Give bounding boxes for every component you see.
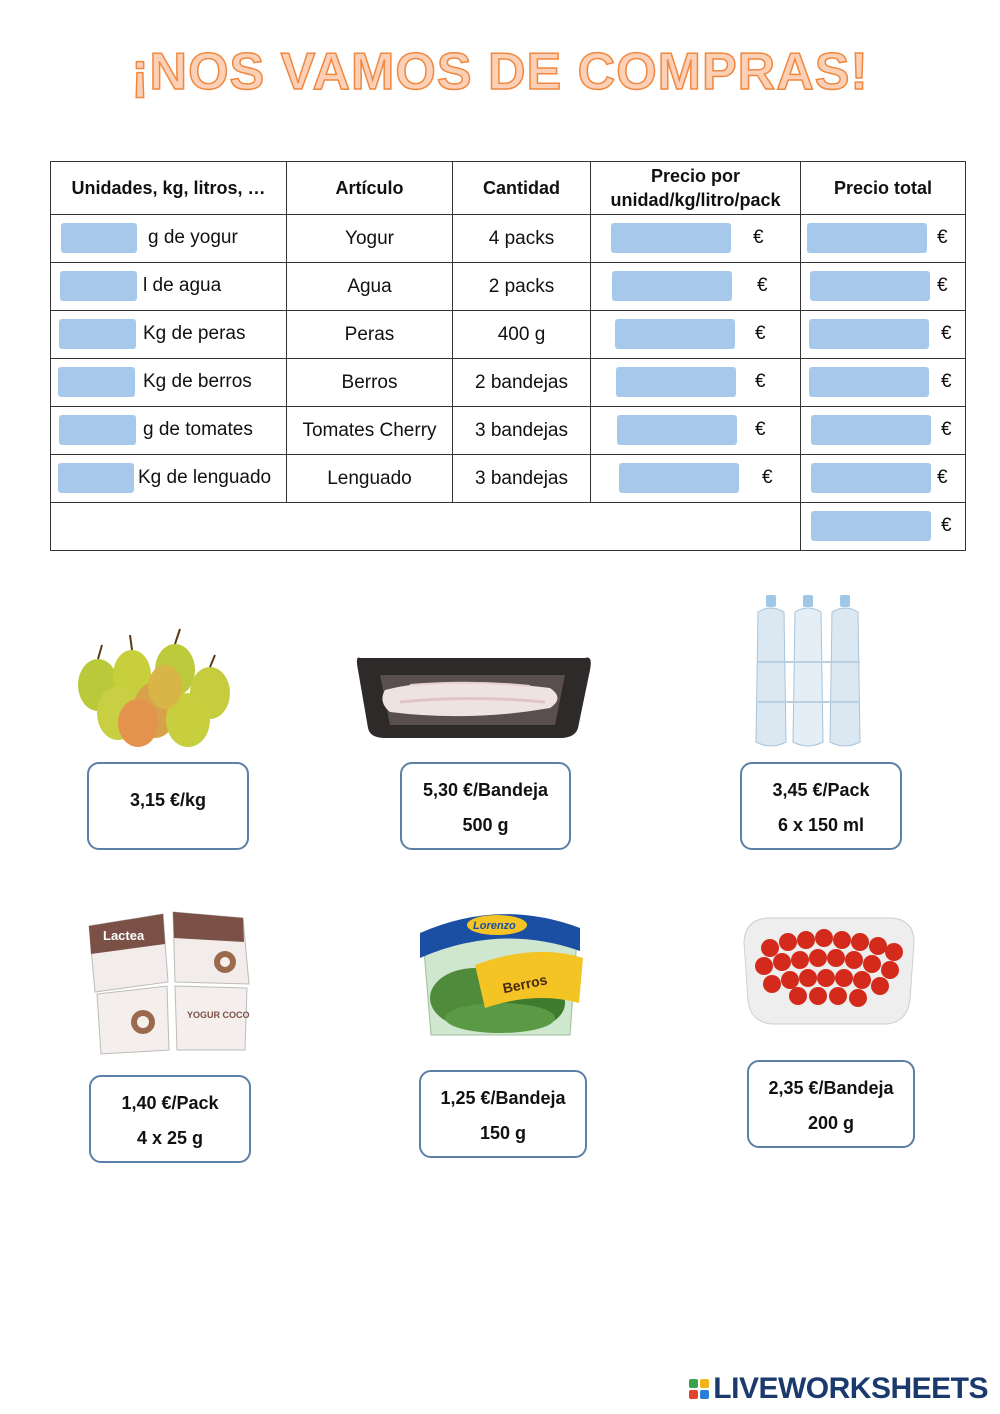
yogurt-price: 1,40 €/Pack bbox=[121, 1093, 219, 1113]
quantity-cell: 3 bandejas bbox=[453, 455, 591, 503]
water-image bbox=[748, 592, 873, 752]
header-units: Unidades, kg, litros, … bbox=[51, 162, 287, 215]
euro-symbol: € bbox=[941, 323, 952, 344]
unit-label: g de yogur bbox=[148, 227, 238, 248]
quantity-cell: 4 packs bbox=[453, 215, 591, 263]
header-article: Artículo bbox=[287, 162, 453, 215]
table-row bbox=[51, 407, 966, 455]
units-input[interactable] bbox=[59, 319, 136, 349]
fish-weight: 500 g bbox=[462, 815, 509, 835]
euro-symbol: € bbox=[753, 227, 764, 248]
euro-symbol: € bbox=[762, 467, 773, 488]
header-quantity: Cantidad bbox=[453, 162, 591, 215]
quantity-cell: 3 bandejas bbox=[453, 407, 591, 455]
article-cell: Tomates Cherry bbox=[287, 407, 453, 455]
quantity-cell: 2 packs bbox=[453, 263, 591, 311]
tomatoes-price-box bbox=[747, 1060, 915, 1148]
euro-symbol: € bbox=[941, 371, 952, 392]
yogurt-pack-text: YOGUR COCO bbox=[187, 1010, 250, 1020]
unit-price-input[interactable] bbox=[612, 271, 732, 301]
watercress-pack-label: Berros bbox=[501, 971, 549, 997]
table-row bbox=[51, 455, 966, 503]
article-cell: Peras bbox=[287, 311, 453, 359]
total-price-input[interactable] bbox=[811, 415, 931, 445]
shopping-table bbox=[50, 161, 966, 551]
liveworksheets-logo-icon bbox=[689, 1379, 709, 1399]
yogurt-brand: Lactea bbox=[103, 928, 145, 943]
header-unit-price-line1: Precio por bbox=[650, 166, 741, 186]
total-price-input[interactable] bbox=[809, 319, 929, 349]
total-price-input[interactable] bbox=[809, 367, 929, 397]
euro-symbol: € bbox=[757, 275, 768, 296]
watercress-image bbox=[415, 903, 585, 1043]
euro-symbol: € bbox=[941, 419, 952, 440]
header-unit-price bbox=[591, 162, 801, 215]
tomatoes-weight: 200 g bbox=[807, 1113, 855, 1133]
table-row bbox=[51, 359, 966, 407]
grand-total-input[interactable] bbox=[811, 511, 931, 541]
table-row bbox=[51, 263, 966, 311]
fish-price-box bbox=[400, 762, 571, 850]
water-price-box bbox=[740, 762, 902, 850]
unit-label: g de tomates bbox=[143, 419, 253, 440]
watercress-icon bbox=[420, 914, 583, 1035]
unit-label: Kg de lenguado bbox=[138, 467, 272, 488]
quantity-cell: 2 bandejas bbox=[453, 359, 591, 407]
article-cell: Yogur bbox=[287, 215, 453, 263]
fish-image bbox=[350, 650, 596, 742]
pears-image bbox=[70, 625, 240, 750]
article-cell: Agua bbox=[287, 263, 453, 311]
total-price-input[interactable] bbox=[807, 223, 927, 253]
watercress-price-box bbox=[419, 1070, 587, 1158]
water-volume: 6 x 150 ml bbox=[777, 815, 865, 835]
unit-label: l de agua bbox=[143, 275, 222, 296]
cherry-tomato-icon bbox=[744, 918, 914, 1024]
page-title: ¡NOS VAMOS DE COMPRAS! bbox=[131, 43, 869, 101]
water-price: 3,45 €/Pack bbox=[772, 780, 870, 800]
fish-tray-icon bbox=[357, 658, 591, 739]
unit-price-input[interactable] bbox=[611, 223, 731, 253]
pears-price: 3,15 €/kg bbox=[129, 790, 207, 810]
units-input[interactable] bbox=[61, 223, 137, 253]
unit-price-input[interactable] bbox=[619, 463, 739, 493]
grand-total-row bbox=[51, 503, 966, 551]
units-input[interactable] bbox=[60, 271, 137, 301]
watercress-price: 1,25 €/Bandeja bbox=[440, 1088, 566, 1108]
euro-symbol: € bbox=[755, 323, 766, 344]
header-unit-price-line2: unidad/kg/litro/pack bbox=[610, 190, 781, 210]
total-price-input[interactable] bbox=[811, 463, 931, 493]
liveworksheets-logo-text: LIVEWORKSHEETS bbox=[713, 1372, 988, 1405]
article-cell: Lenguado bbox=[287, 455, 453, 503]
watercress-weight: 150 g bbox=[479, 1123, 527, 1143]
table-row bbox=[51, 311, 966, 359]
article-cell: Berros bbox=[287, 359, 453, 407]
pear-icon bbox=[78, 629, 230, 747]
total-price-input[interactable] bbox=[810, 271, 930, 301]
units-input[interactable] bbox=[59, 415, 136, 445]
fish-price: 5,30 €/Bandeja bbox=[422, 780, 549, 800]
unit-label: Kg de peras bbox=[143, 323, 246, 344]
table-row bbox=[51, 215, 966, 263]
pears-price-box bbox=[87, 762, 249, 850]
unit-label: Kg de berros bbox=[143, 371, 252, 392]
yogurt-image bbox=[83, 904, 253, 1056]
unit-price-input[interactable] bbox=[616, 367, 736, 397]
euro-symbol: € bbox=[937, 467, 948, 488]
units-input[interactable] bbox=[58, 367, 135, 397]
euro-symbol: € bbox=[755, 371, 766, 392]
table-header-row bbox=[51, 162, 966, 215]
tomatoes-image bbox=[742, 912, 917, 1032]
quantity-cell: 400 g bbox=[453, 311, 591, 359]
water-bottle-icon bbox=[756, 595, 860, 746]
header-total-price: Precio total bbox=[801, 162, 966, 215]
yogurt-weight: 4 x 25 g bbox=[136, 1128, 204, 1148]
yogurt-price-box bbox=[89, 1075, 251, 1163]
euro-symbol: € bbox=[755, 419, 766, 440]
euro-symbol: € bbox=[937, 227, 948, 248]
unit-price-input[interactable] bbox=[617, 415, 737, 445]
liveworksheets-logo bbox=[689, 1372, 988, 1406]
euro-symbol: € bbox=[937, 275, 948, 296]
euro-symbol: € bbox=[941, 515, 952, 536]
unit-price-input[interactable] bbox=[615, 319, 735, 349]
grand-total-spacer bbox=[51, 503, 801, 551]
units-input[interactable] bbox=[58, 463, 134, 493]
tomatoes-price: 2,35 €/Bandeja bbox=[768, 1078, 894, 1098]
watercress-brand: Lorenzo bbox=[473, 920, 516, 932]
